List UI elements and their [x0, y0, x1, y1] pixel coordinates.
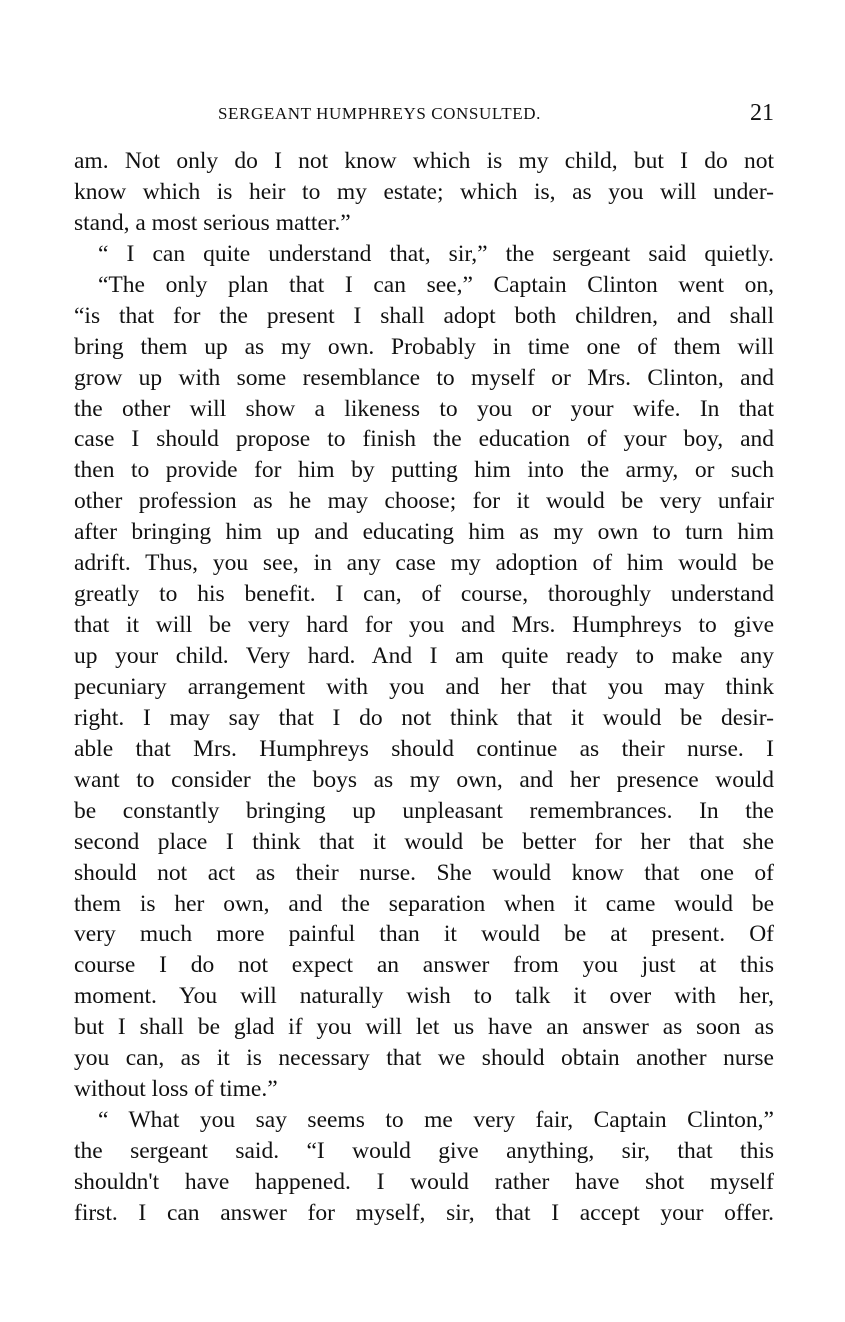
text-line: stand, a most serious matter.” — [74, 209, 351, 236]
text-line: other profession as he may choose; for it would be very unfair — [74, 488, 774, 515]
text-line: that it will be very hard for you and Mrs. Humphreys to give — [74, 612, 774, 639]
page-header — [74, 100, 774, 130]
text-line: able that Mrs. Humphreys should continue as their nurse. I — [74, 735, 774, 762]
text-line: course I do not expect an answer from you just at this — [74, 952, 774, 979]
text-line: the other will show a likeness to you or your wife. In that — [74, 395, 774, 422]
text-line: then to provide for him by putting him into the army, or such — [74, 457, 774, 484]
text-line: after bringing him up and educating him as my own to turn him — [74, 519, 774, 546]
text-line: very much more painful than it would be at present. Of — [74, 921, 774, 948]
text-line: second place I think that it would be better for her that she — [74, 828, 774, 855]
text-line: pecuniary arrangement with you and her that you may think — [74, 673, 774, 700]
text-line: “ I can quite understand that, sir,” the sergeant said quietly. — [98, 240, 774, 267]
text-line: am. Not only do I not know which is my child, but I do not — [74, 148, 774, 174]
body-text — [74, 146, 774, 1229]
page-number: 21 — [750, 100, 774, 126]
text-line: grow up with some resemblance to myself or Mrs. Clinton, and — [74, 364, 774, 391]
text-line: “is that for the present I shall adopt both children, and shall — [74, 302, 774, 329]
text-line: up your child. Very hard. And I am quite ready to make any — [74, 643, 774, 669]
text-line: first. I can answer for myself, sir, that I accept your offer. — [74, 1199, 774, 1226]
text-line: “The only plan that I can see,” Captain Clinton went on, — [98, 271, 774, 298]
text-line: right. I may say that I do not think that it would be desir- — [74, 704, 774, 731]
text-line: “ What you say seems to me very fair, Captain Clinton,” — [98, 1107, 774, 1134]
running-title: SERGEANT HUMPHREYS CONSULTED. — [218, 104, 541, 123]
text-line: them is her own, and the separation when it came would be — [74, 890, 774, 917]
text-line: know which is heir to my estate; which is, as you will under- — [74, 178, 774, 205]
text-line: should not act as their nurse. She would know that one of — [74, 859, 774, 886]
text-line: case I should propose to finish the education of your boy, and — [74, 426, 774, 453]
text-line: bring them up as my own. Probably in time one of them will — [74, 333, 774, 360]
text-line: moment. You will naturally wish to talk it over with her, — [74, 983, 774, 1010]
text-line: want to consider the boys as my own, and her presence would — [74, 766, 774, 793]
text-line: shouldn't have happened. I would rather have shot myself — [74, 1168, 774, 1195]
text-line: be constantly bringing up unpleasant remembrances. In the — [74, 797, 774, 824]
text-line: adrift. Thus, you see, in any case my adoption of him would be — [74, 550, 774, 577]
text-line: you can, as it is necessary that we should obtain another nurse — [74, 1045, 774, 1072]
text-line: the sergeant said. “I would give anything, sir, that this — [74, 1138, 774, 1164]
text-line: greatly to his benefit. I can, of course, thoroughly understand — [74, 581, 774, 608]
text-line: but I shall be glad if you will let us have an answer as soon as — [74, 1014, 774, 1041]
text-line: without loss of time.” — [74, 1076, 278, 1103]
